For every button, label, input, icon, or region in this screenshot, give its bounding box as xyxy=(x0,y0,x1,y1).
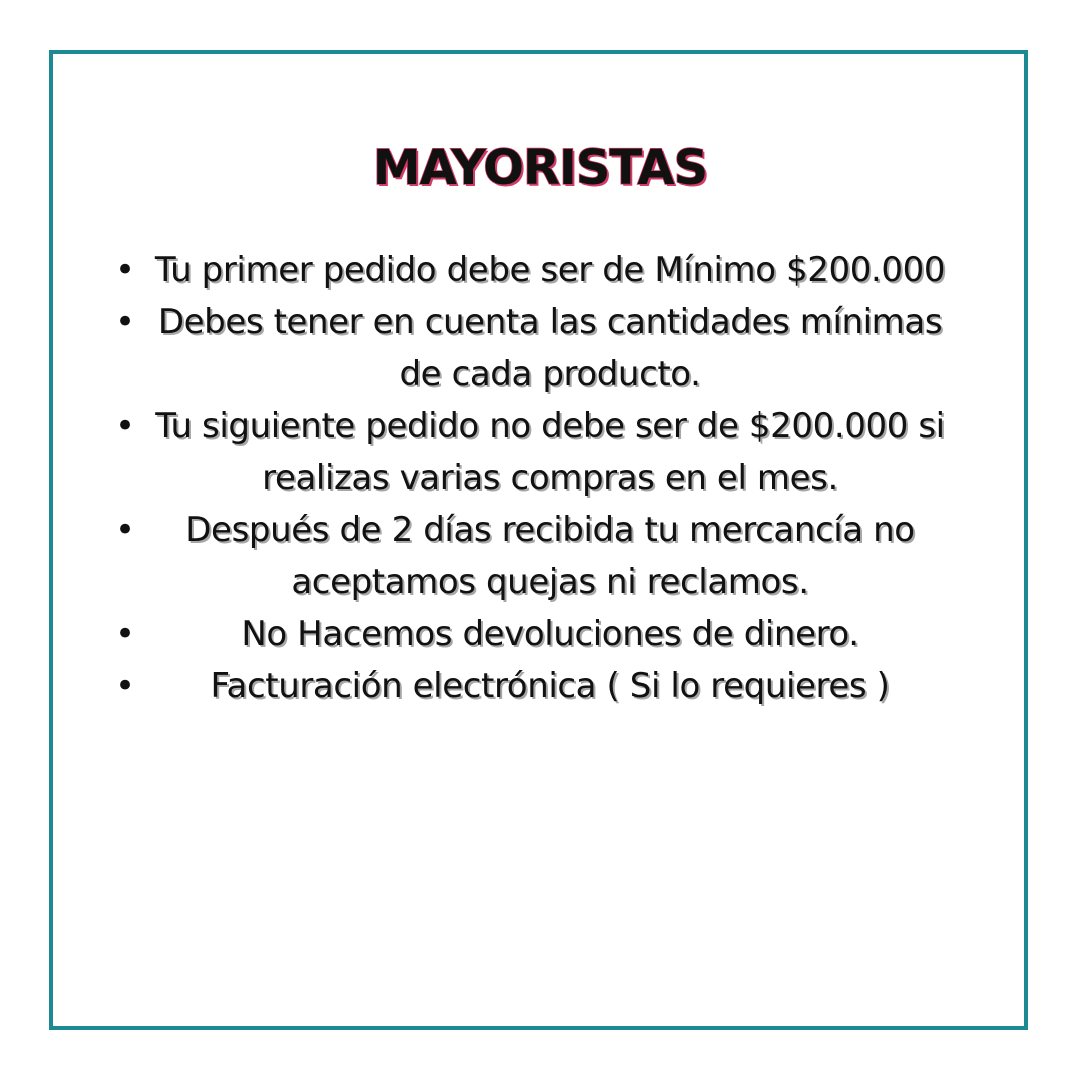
bullet-icon: • xyxy=(114,406,136,446)
list-item xyxy=(0,296,1080,400)
bullet-icon: • xyxy=(114,510,136,550)
rule-text: Debes tener en cuenta las cantidades mínimas de cada producto. xyxy=(157,302,943,394)
bullet-icon: • xyxy=(114,614,136,654)
rule-text: No Hacemos devoluciones de dinero. xyxy=(241,614,859,654)
list-item xyxy=(0,660,1080,712)
list-item xyxy=(0,608,1080,660)
list-item xyxy=(0,244,1080,296)
bullet-icon: • xyxy=(114,666,136,706)
rule-text: Tu primer pedido debe ser de Mínimo $200.000 xyxy=(154,250,946,290)
list-item xyxy=(0,400,1080,504)
page-title: MAYORISTAS xyxy=(372,140,708,196)
list-item xyxy=(0,504,1080,608)
rule-text: Después de 2 días recibida tu mercancía no aceptamos quejas ni reclamos. xyxy=(185,510,915,602)
bullet-icon: • xyxy=(114,302,136,342)
bullet-icon: • xyxy=(114,250,136,290)
rules-list xyxy=(0,244,1080,712)
rule-text: Tu siguiente pedido no debe ser de $200.000 si realizas varias compras en el mes. xyxy=(155,406,945,498)
rule-text: Facturación electrónica ( Si lo requieres ) xyxy=(210,666,890,706)
